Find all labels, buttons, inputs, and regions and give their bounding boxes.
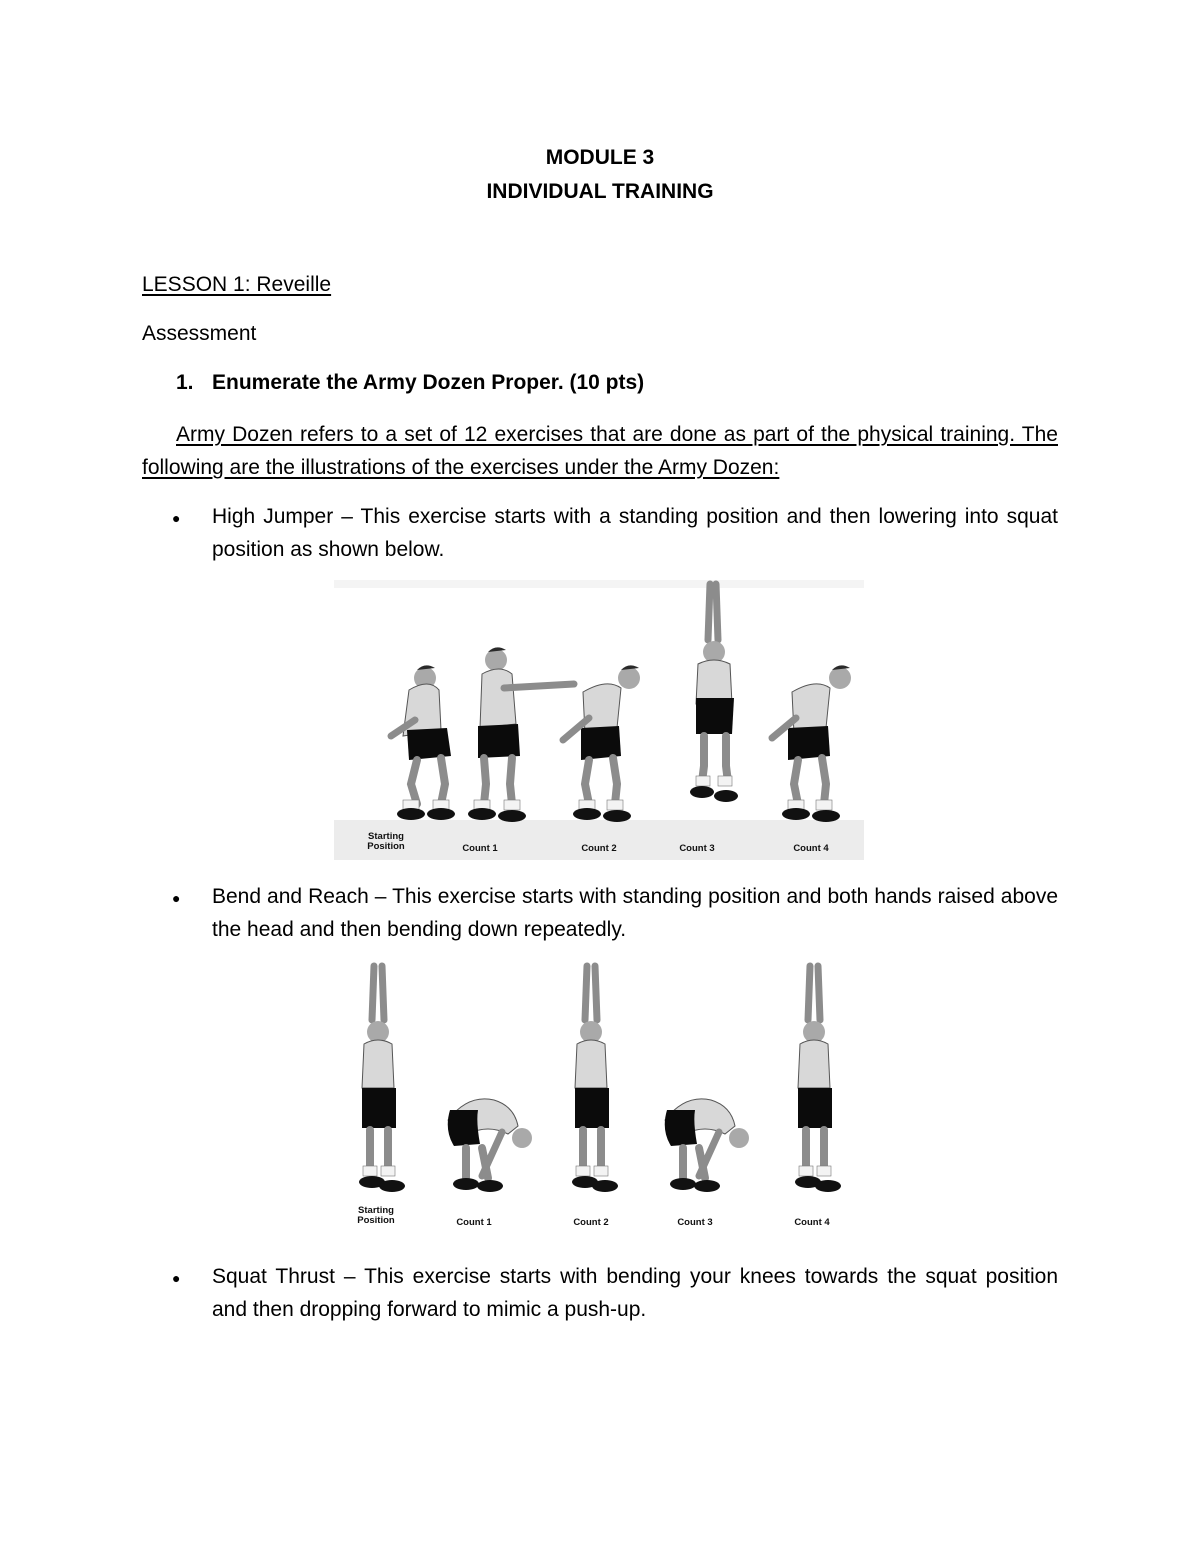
figure-label-count-1: Count 1 — [462, 843, 498, 854]
figure-count-4 — [795, 966, 841, 1192]
figure-label-count-3: Count 3 — [677, 1217, 713, 1228]
figure-start — [359, 966, 405, 1192]
bullet-marker: ● — [172, 1270, 181, 1286]
module-number: MODULE 3 — [545, 146, 655, 169]
bullet-marker: ● — [172, 890, 181, 906]
figure-count-3 — [665, 1099, 749, 1192]
figure-label-start: Starting Position — [367, 831, 405, 852]
figure-start — [391, 665, 455, 820]
exercise-bend-and-reach-description: Bend and Reach – This exercise starts with standing position and both hands raised above the head and then bending down repeatedly. — [212, 885, 1058, 941]
figure-label-start: Starting Position — [357, 1205, 395, 1226]
figure-count-4 — [772, 665, 851, 822]
bend-and-reach-figure-art — [334, 960, 864, 1230]
figure-label-count-4: Count 4 — [794, 1217, 830, 1228]
assessment-heading: Assessment — [142, 322, 257, 345]
figure-label-count-3: Count 3 — [679, 843, 715, 854]
figure-label-count-2: Count 2 — [573, 1217, 609, 1228]
exercise-squat-thrust-description: Squat Thrust – This exercise starts with bending your knees towards the squat position and then dropping forward to mimic a push-up. — [212, 1265, 1058, 1321]
figure-count-1 — [468, 647, 574, 822]
figure-label-count-4: Count 4 — [793, 843, 829, 854]
question-number: 1. — [176, 371, 194, 394]
exercise-high-jumper-description: High Jumper – This exercise starts with a standing position and then lowering into squat position as shown below. — [212, 505, 1058, 561]
high-jumper-illustration — [334, 580, 864, 860]
intro-paragraph: Army Dozen refers to a set of 12 exercises that are done as part of the physical training. The following are the illustrations of the exercises under the Army Dozen: — [142, 423, 1058, 479]
bullet-marker: ● — [172, 510, 181, 526]
figure-count-3 — [690, 584, 738, 802]
figure-count-2 — [572, 966, 618, 1192]
figure-count-2 — [563, 665, 640, 822]
bend-and-reach-illustration — [334, 960, 864, 1230]
question-text: Enumerate the Army Dozen Proper. (10 pts) — [212, 371, 645, 394]
module-title: INDIVIDUAL TRAINING — [486, 180, 714, 203]
lesson-title: LESSON 1: Reveille — [142, 273, 332, 296]
figure-label-count-2: Count 2 — [581, 843, 617, 854]
figure-count-1 — [448, 1099, 532, 1192]
high-jumper-figure-art — [334, 580, 864, 860]
figure-label-count-1: Count 1 — [456, 1217, 492, 1228]
